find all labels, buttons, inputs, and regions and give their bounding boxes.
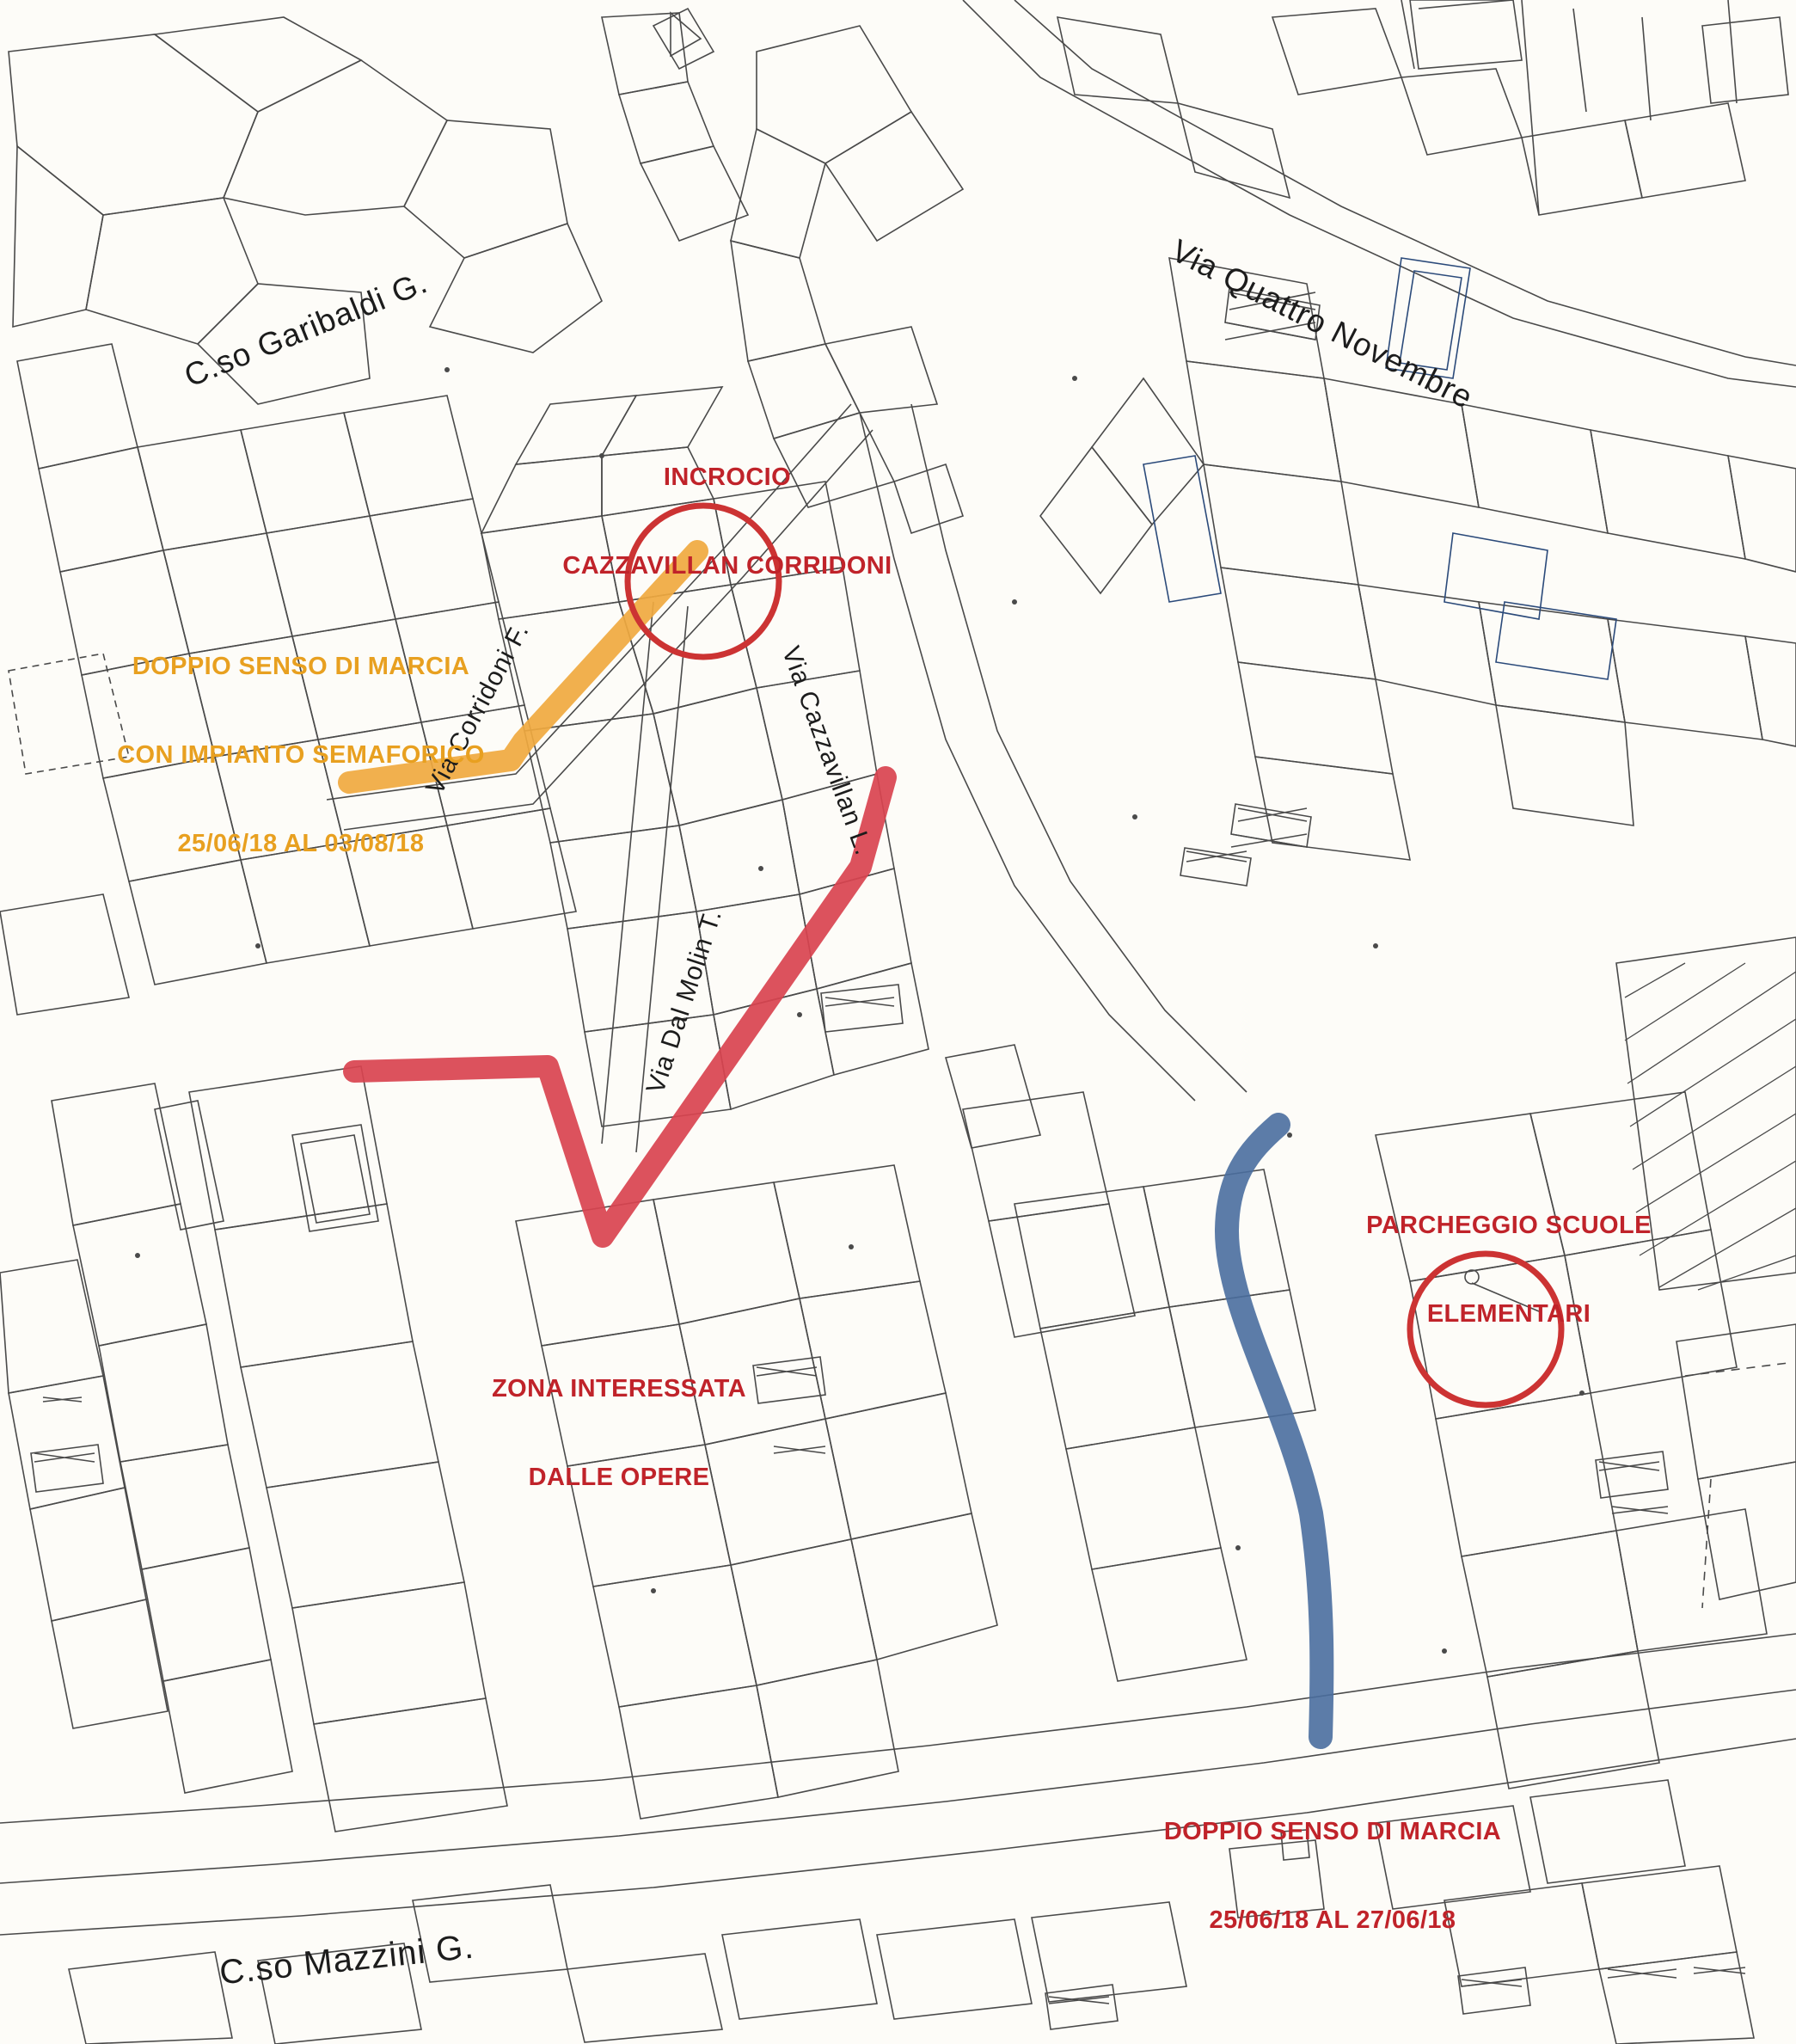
annotation-line: DOPPIO SENSO DI MARCIA — [1163, 1818, 1502, 1846]
annotation-line: 25/06/18 AL 03/08/18 — [177, 829, 425, 857]
street-label-via-quattro-novembre: Via Quattro Novembre — [1166, 232, 1480, 415]
annotation-line: PARCHEGGIO SCUOLE — [1366, 1212, 1652, 1240]
annotation-line: INCROCIO — [663, 463, 792, 492]
annotation-line: CAZZAVILLAN CORRIDONI — [562, 552, 892, 580]
annotation-line: DALLE OPERE — [528, 1464, 710, 1492]
annotation-line: DOPPIO SENSO DI MARCIA — [132, 653, 470, 681]
annotation-line: 25/06/18 AL 27/06/18 — [1209, 1906, 1456, 1935]
street-label-corso-mazzini: C.so Mazzini G. — [218, 1927, 476, 1992]
annotation-line: ELEMENTARI — [1426, 1300, 1591, 1329]
annotation-line: CON IMPIANTO SEMAFORICO — [117, 741, 485, 770]
street-label-corso-garibaldi: C.so Garibaldi G. — [179, 263, 432, 394]
street-label-via-corridoni: Via Corridoni F. — [420, 618, 536, 800]
annotation-line: ZONA INTERESSATA — [492, 1375, 746, 1403]
street-label-via-dal-molin: Via Dal Molin T. — [641, 905, 728, 1097]
street-label-via-cazzavillan: Via Cazzavillan L. — [775, 642, 879, 860]
